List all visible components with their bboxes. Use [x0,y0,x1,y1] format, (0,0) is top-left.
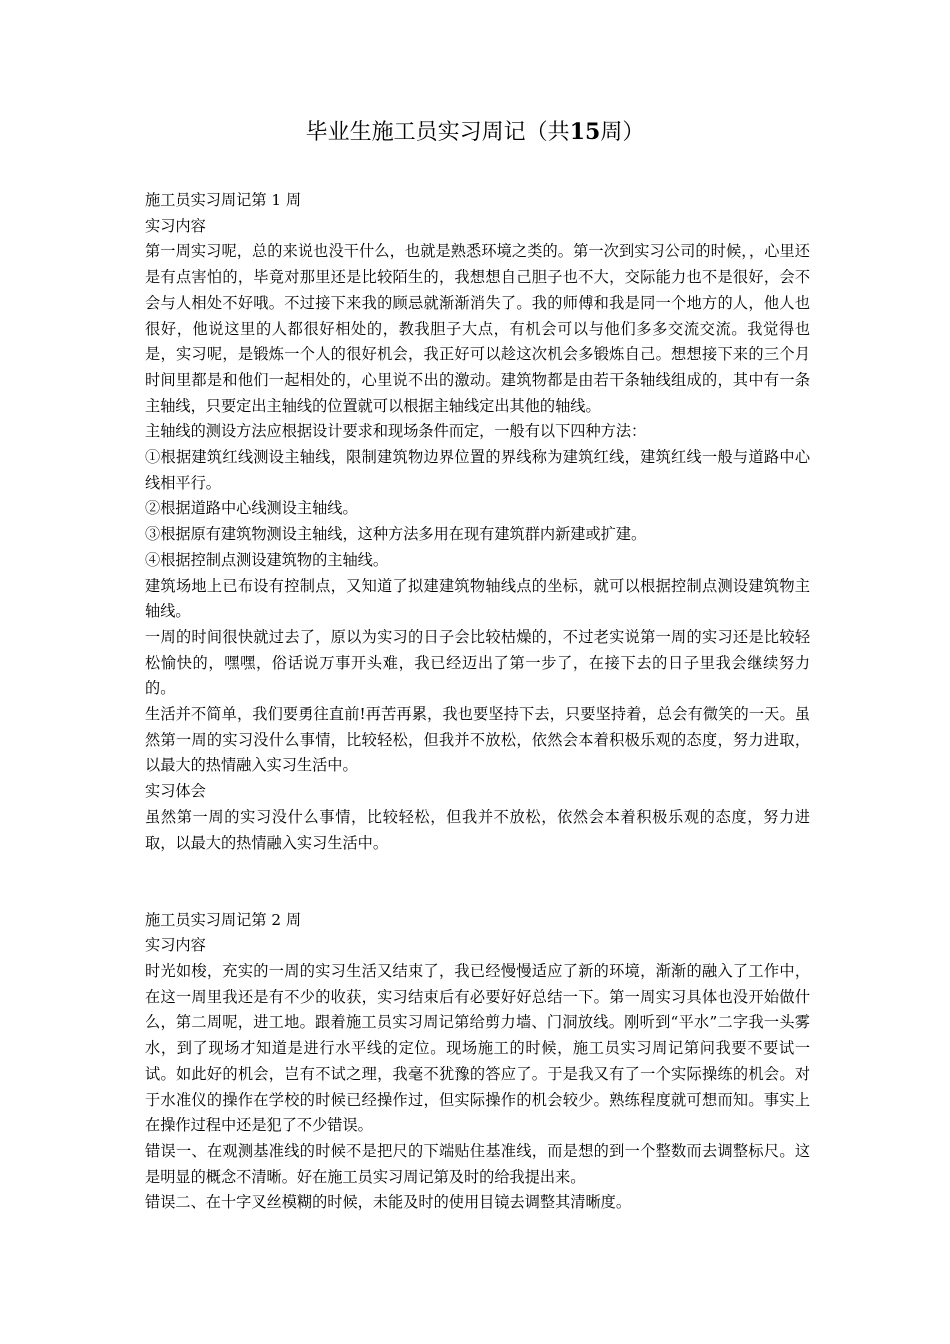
week1-paragraph: 建筑场地上已布设有控制点，又知道了拟建建筑物轴线点的坐标，就可以根据控制点测设建筑物主轴线。 [145,576,810,621]
week2-content-label: 实习内容 [145,936,206,955]
week1-paragraph: ①根据建筑红线测设主轴线，限制建筑物边界位置的界线称为建筑红线，建筑红线一般与道路中心线相平行。 [145,448,810,492]
week2-paragraph: 错误二、在十字叉丝模糊的时候，未能及时的使用目镜去调整其清晰度。 [145,1193,631,1212]
week1-heading: 施工员实习周记第 1 周 [145,191,302,209]
week1-paragraph: 生活并不简单，我们要勇往直前!再苦再累，我也要坚持下去，只要坚持着，总会有微笑的一天。虽然第一周的实习没什么事情，比较轻松，但我并不放松，依然会本着积极乐观的态度，努力进取，以最大的热情融入实习生活中。 [145,705,810,775]
document-title [0,116,950,149]
week1-paragraph: 一周的时间很快就过去了，原以为实习的日子会比较枯燥的，不过老实说第一周的实习还是比较轻松愉快的，嘿嘿，俗话说万事开头难，我已经迈出了第一步了，在接下去的日子里我会继续努力的。 [145,627,810,698]
title-week-count: 15 [569,119,601,145]
week1-paragraph: 主轴线的测设方法应根据设计要求和现场条件而定，一般有以下四种方法： [145,422,647,441]
week1-paragraph: 第一周实习呢，总的来说也没干什么，也就是熟悉环境之类的。第一次到实习公司的时候，，心里还是有点害怕的，毕竟对那里还是比较陌生的，我想想自己胆子也不大，交际能力也不是很好，会不会与人相处不好哦。不过接下来我的顾忌就渐渐消失了。我的师傅和我是同一个地方的人，他人也很好，他说这里的人都很好相处的，教我胆子大点，有机会可以与他们多多交流交流。我觉得也是，实习呢，是锻炼一个人的很好机会，我正好可以趁这次机会多锻炼自己。想想接下来的三个月时间里都是和他们一起相处的，心里说不出的激动。建筑物都是由若干条轴线组成的，其中有一条主轴线，只要定出主轴线的位置就可以根据主轴线定出其他的轴线。 [145,242,810,415]
document-body [145,188,810,1216]
week1-reflection-label: 实习体会 [145,782,206,801]
week2-paragraph: 错误一、在观测基准线的时候不是把尺的下端贴住基准线，而是想的到一个整数而去调整标尺。这是明显的概念不清晰。好在施工员实习周记第及时的给我提出来。 [145,1142,810,1186]
week1-content-label: 实习内容 [145,216,206,235]
week1-paragraph: ④根据控制点测设建筑物的主轴线。 [145,550,388,569]
week1-paragraph: ②根据道路中心线测设主轴线。 [145,499,358,518]
week2-paragraph: 时光如梭，充实的一周的实习生活又结束了，我已经慢慢适应了新的环境，渐渐的融入了工作中，在这一周里我还是有不少的收获，实习结束后有必要好好总结一下。第一周实习具体也没开始做什么，第二周呢，进工地。跟着施工员实习周记第给剪力墙、门洞放线。刚听到“平水”二字我一头雾水，到了现场才知道是进行水平线的定位。现场施工的时候，施工员实习周记第问我要不要试一试。如此好的机会，岂有不试之理，我毫不犹豫的答应了。于是我又有了一个实际操练的机会。对于水准仪的操作在学校的时候已经操作过，但实际操作的机会较少。熟练程度就可想而知。事实上在操作过程中还是犯了不少错误。 [145,962,810,1135]
title-suffix: 周） [600,120,645,145]
week2-heading: 施工员实习周记第 2 周 [145,910,302,929]
week1-reflection: 虽然第一周的实习没什么事情，比较轻松，但我并不放松，依然会本着积极乐观的态度，努力进取，以最大的热情融入实习生活中。 [145,807,810,852]
section-spacer [145,856,810,907]
week1-paragraph: ③根据原有建筑物测设主轴线，这种方法多用在现有建筑群内新建或扩建。 [145,525,647,544]
title-main: 毕业生施工员实习周记（共 [305,120,570,145]
